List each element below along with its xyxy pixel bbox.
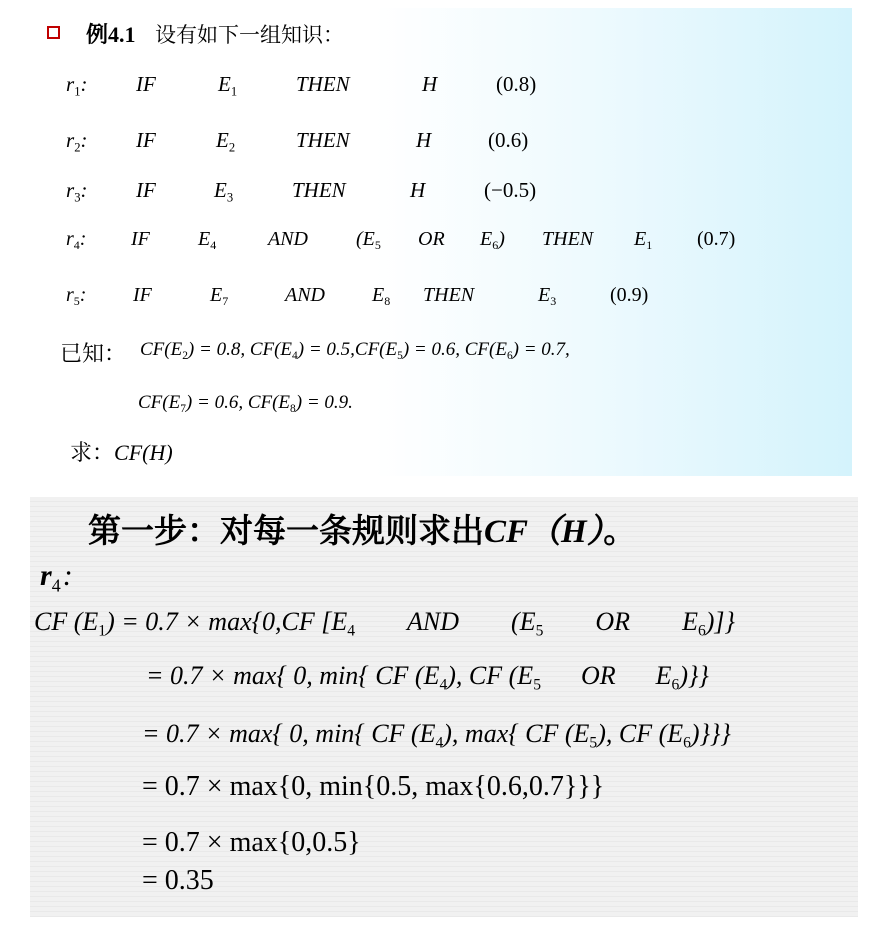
rule-label: $r_4$: (66, 228, 87, 253)
rule-row (30, 72, 852, 102)
given-label: 已知： (60, 342, 127, 367)
question (70, 436, 173, 467)
derivation-line-3: = 0.7 × max{ 0, min{ CF $(E_4)$, max{ CF $(E_5)$, CF $(E_6)$}}} (142, 719, 731, 752)
rule-cf: (0.6) (488, 128, 529, 152)
given-line-2: $CF(E_7) = 0.6$, $CF(E_8) = 0.9$. (138, 392, 353, 415)
rule-keyword: AND (285, 284, 325, 306)
rule-row (30, 284, 852, 314)
rule-row (30, 128, 852, 158)
rule-premise: $E_4$ (198, 228, 217, 253)
question-expr: CF(H) (114, 440, 173, 465)
square-bullet-icon (47, 26, 60, 39)
rule-keyword: THEN (296, 72, 350, 96)
solution-slide (30, 497, 858, 917)
derivation-line-5: = 0.7 × max{0,0.5} (142, 827, 361, 858)
rule-keyword: THEN (423, 284, 475, 306)
rule-cf: (0.8) (496, 72, 537, 96)
rule-keyword: IF (131, 228, 150, 250)
rule-keyword: AND (268, 228, 308, 250)
rule-label: $r_3$: (66, 178, 88, 205)
rule-premise: $E_8$ (372, 284, 391, 309)
rule-keyword: OR (418, 228, 445, 250)
rule-premise: $E_1$ (218, 72, 238, 99)
rule-premise: $E_7$ (210, 284, 229, 309)
rule-conclusion: H (422, 72, 438, 96)
given-line-1: $CF(E_2) = 0.8$, $CF(E_4) = 0.5,CF(E_5) = 0.6$, $CF(E_6) = 0.7$, (140, 339, 570, 362)
example-slide (30, 8, 852, 476)
rule-label: $r_1$: (66, 72, 88, 99)
rule-keyword: IF (136, 72, 156, 96)
question-label: 求： (70, 441, 115, 466)
rule-row (30, 228, 852, 258)
derivation-line-2: = 0.7 × max{ 0, min{ CF $(E_4)$, CF ($E_5$ OR $E_6$)}} (146, 661, 709, 694)
rule-keyword: IF (133, 284, 152, 306)
rule-keyword: IF (136, 128, 156, 152)
rule-cf: (0.7) (697, 228, 736, 250)
rule-conclusion: H (416, 128, 432, 152)
rule-label: $r_5$: (66, 284, 87, 309)
step-rule-label: $r_4$: (40, 559, 73, 596)
rule-conclusion: $E_1$ (634, 228, 653, 253)
rule-premise: $E_3$ (214, 178, 234, 205)
rule-keyword: THEN (292, 178, 346, 202)
rule-cf: (0.9) (610, 284, 649, 306)
rule-row (30, 178, 852, 208)
rule-premise: $E_6$) (480, 228, 505, 253)
rule-premise: $E_2$ (216, 128, 236, 155)
rule-keyword: THEN (296, 128, 350, 152)
rule-keyword: IF (136, 178, 156, 202)
rule-label: $r_2$: (66, 128, 88, 155)
rule-cf: (−0.5) (484, 178, 537, 202)
example-intro: 设有如下一组知识： (155, 23, 345, 47)
derivation-line-6: = 0.35 (142, 865, 214, 896)
rule-conclusion: $E_3$ (538, 284, 557, 309)
example-heading (86, 18, 344, 49)
rule-conclusion: H (410, 178, 426, 202)
step-title: 第一步：对每一条规则求出CF（H）。 (88, 511, 637, 550)
rule-keyword: THEN (542, 228, 594, 250)
example-label: 例4.1 (86, 22, 136, 47)
rule-premise: ($E_5$ (356, 228, 381, 253)
derivation-line-4: = 0.7 × max{0, min{0.5, max{0.6,0.7}}} (142, 771, 605, 802)
derivation-line-1: CF $(E_1) = 0.7 \times \max\{0,CF$ [$E_4$ AND ($E_5$ OR $E_6$)]} (34, 607, 735, 640)
